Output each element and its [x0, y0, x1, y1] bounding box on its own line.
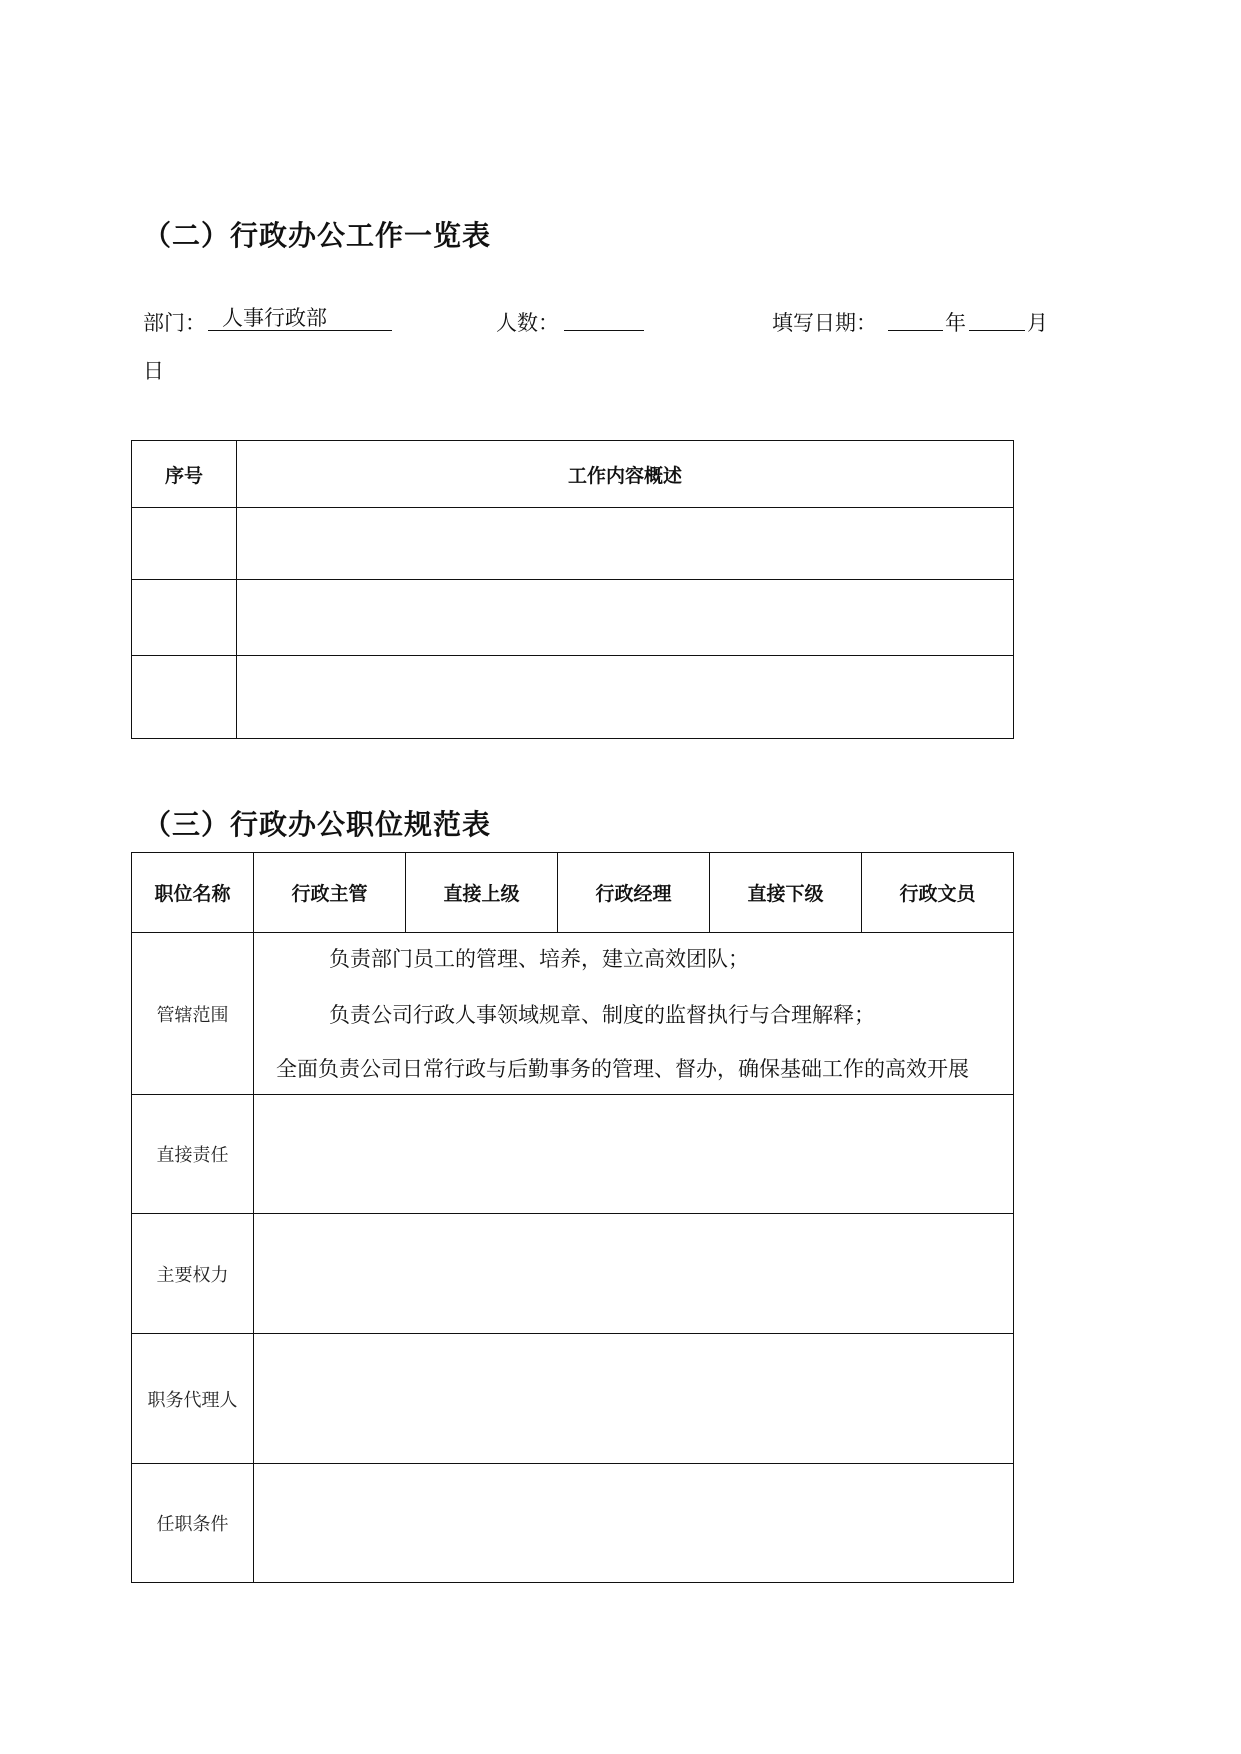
main-authority-content[interactable] — [254, 1214, 1014, 1334]
section-3-title: （三）行政办公职位规范表 — [143, 808, 492, 841]
main-authority-label: 主要权力 — [132, 1214, 254, 1334]
jurisdiction-line-3: 全面负责公司日常行政与后勤事务的管理、督办，确保基础工作的高效开展 — [276, 1057, 969, 1081]
year-field[interactable] — [888, 306, 943, 331]
header-work-content: 工作内容概述 — [237, 441, 1014, 508]
date-label: 填写日期： — [772, 311, 877, 335]
month-suffix: 月 — [1027, 311, 1048, 335]
position-spec-table — [131, 852, 1014, 1583]
serial-no-cell[interactable] — [132, 656, 237, 739]
header-serial-no: 序号 — [132, 441, 237, 508]
deputy-row — [132, 1334, 1014, 1464]
deputy-content[interactable] — [254, 1334, 1014, 1464]
direct-responsibility-content[interactable] — [254, 1095, 1014, 1214]
jurisdiction-line-1: 负责部门员工的管理、培养，建立高效团队； — [329, 947, 749, 971]
serial-no-cell[interactable] — [132, 580, 237, 656]
dept-field[interactable] — [208, 306, 392, 331]
qualification-row — [132, 1464, 1014, 1583]
serial-no-cell[interactable] — [132, 508, 237, 580]
qualification-content[interactable] — [254, 1464, 1014, 1583]
position-name-value: 行政主管 — [254, 853, 406, 933]
work-content-cell[interactable] — [237, 656, 1014, 739]
work-content-cell[interactable] — [237, 508, 1014, 580]
direct-subordinate-label: 直接下级 — [710, 853, 862, 933]
day-suffix: 日 — [143, 359, 164, 383]
work-content-cell[interactable] — [237, 580, 1014, 656]
dept-value: 人事行政部 — [222, 306, 327, 330]
work-overview-table — [131, 440, 1014, 739]
direct-responsibility-label: 直接责任 — [132, 1095, 254, 1214]
section-2-title: （二）行政办公工作一览表 — [143, 219, 492, 252]
count-label: 人数： — [496, 311, 559, 335]
main-authority-row — [132, 1214, 1014, 1334]
year-suffix: 年 — [945, 311, 966, 335]
direct-subordinate-value: 行政文员 — [862, 853, 1014, 933]
position-header-row — [132, 853, 1014, 933]
table-row — [132, 580, 1014, 656]
deputy-label: 职务代理人 — [132, 1334, 254, 1464]
table-row — [132, 508, 1014, 580]
jurisdiction-content[interactable] — [254, 933, 1014, 1095]
direct-superior-label: 直接上级 — [406, 853, 558, 933]
direct-responsibility-row — [132, 1095, 1014, 1214]
count-field[interactable] — [564, 306, 644, 331]
qualification-label: 任职条件 — [132, 1464, 254, 1583]
jurisdiction-line-2: 负责公司行政人事领域规章、制度的监督执行与合理解释； — [329, 1003, 875, 1027]
table-row — [132, 656, 1014, 739]
position-name-label: 职位名称 — [132, 853, 254, 933]
table-header-row — [132, 441, 1014, 508]
direct-superior-value: 行政经理 — [558, 853, 710, 933]
jurisdiction-label: 管辖范围 — [132, 933, 254, 1095]
jurisdiction-row — [132, 933, 1014, 1095]
dept-label: 部门： — [143, 311, 206, 335]
month-field[interactable] — [969, 306, 1025, 331]
